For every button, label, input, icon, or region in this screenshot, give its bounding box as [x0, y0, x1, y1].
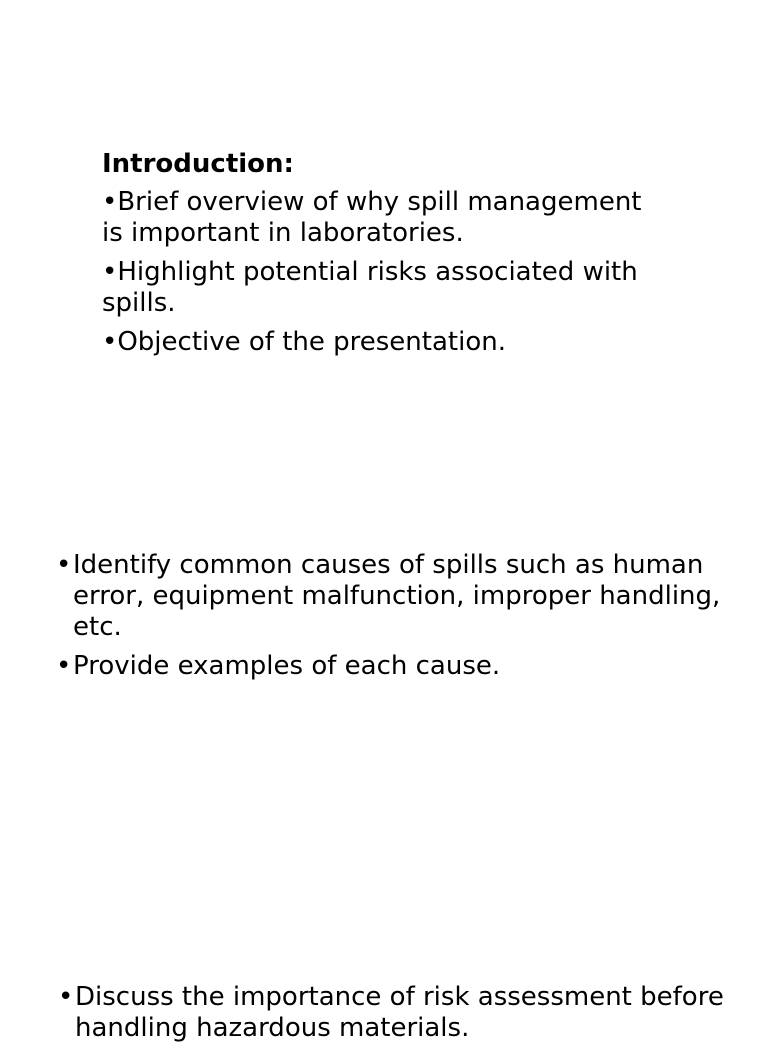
bullet-icon: •: [56, 550, 72, 580]
list-item: [56, 550, 736, 643]
bullet-icon: •: [56, 651, 72, 681]
list-item-text: Identify common causes of spills such as human error, equipment malfunction, improper handling, etc.: [73, 550, 721, 642]
list-item-text: Discuss the importance of risk assessment before handling hazardous materials.: [75, 982, 724, 1043]
intro-item-overview: •Brief overview of why spill management is important in laboratories.: [102, 187, 642, 248]
risk-assessment-list: [58, 982, 738, 1052]
intro-item-risks: •Highlight potential risks associated with spills.: [102, 257, 638, 318]
list-item: [58, 982, 738, 1044]
introduction-heading: Introduction:: [102, 149, 294, 179]
list-item-text: Provide examples of each cause.: [73, 651, 501, 681]
list-item: [56, 651, 736, 682]
intro-item-objective: •Objective of the presentation.: [102, 327, 506, 357]
bullet-icon: •: [58, 982, 74, 1012]
spill-causes-list: [56, 550, 736, 690]
introduction-section: [102, 147, 662, 366]
